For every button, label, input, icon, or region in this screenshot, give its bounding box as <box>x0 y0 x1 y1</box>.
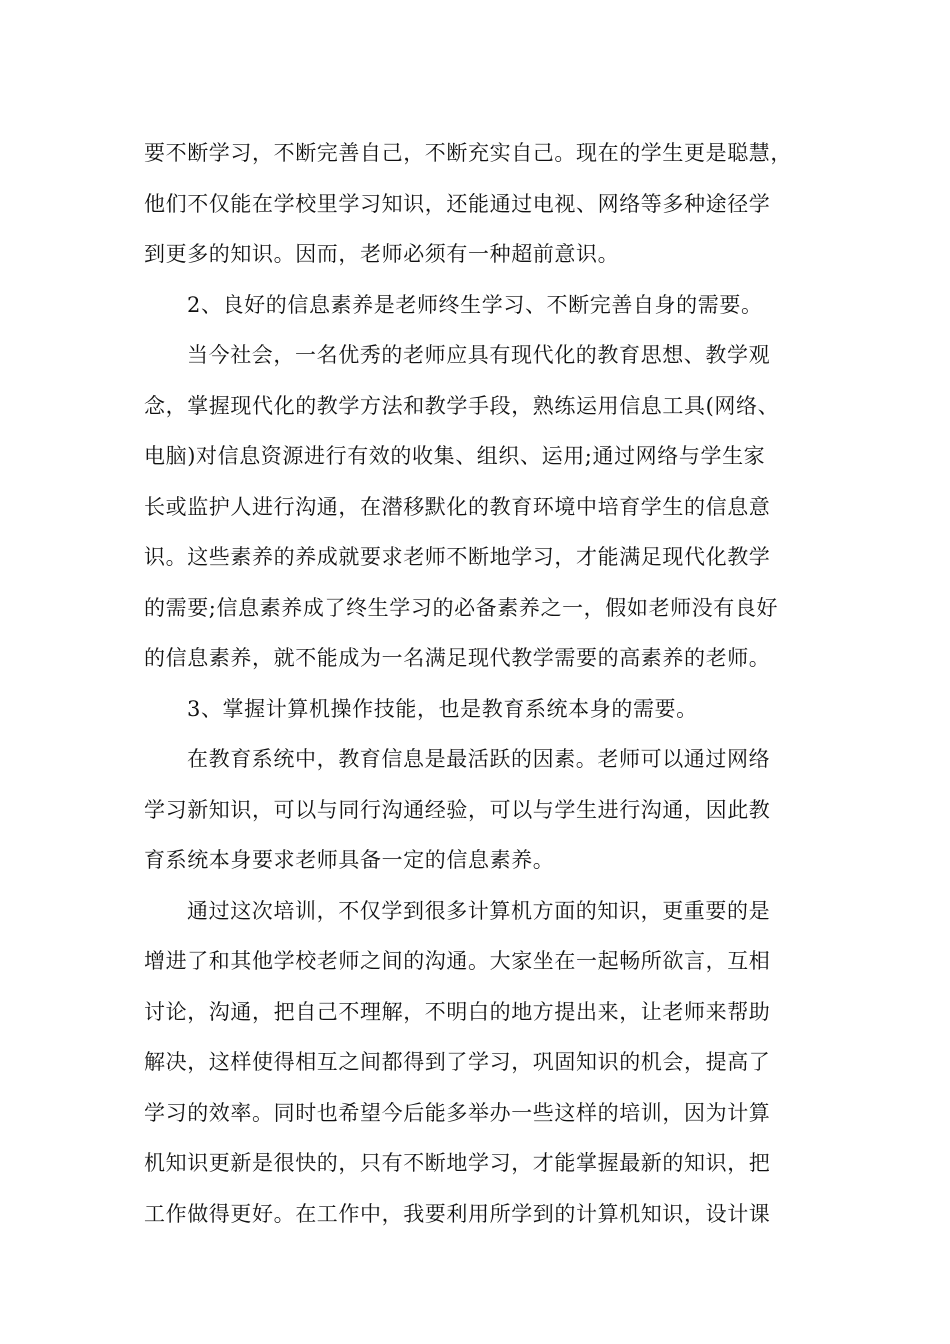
text-line-11: 的信息素养，就不能成为一名满足现代教学需要的高素养的老师。 <box>144 646 771 670</box>
text-line-17: 增进了和其他学校老师之间的沟通。大家坐在一起畅所欲言，互相 <box>144 949 771 973</box>
text-line-14: 学习新知识，可以与同行沟通经验，可以与学生进行沟通，因此教 <box>144 797 771 822</box>
section-heading-3: 3、掌握计算机操作技能，也是教育系统本身的需要。 <box>187 696 698 721</box>
text-line-6: 念，掌握现代化的教学方法和教学手段，熟练运用信息工具(网络、 <box>144 393 780 418</box>
text-line-21: 机知识更新是很快的，只有不断地学习，才能掌握最新的知识，把 <box>144 1151 771 1175</box>
text-line-8: 长或监护人进行沟通，在潜移默化的教育环境中培育学生的信息意 <box>144 494 771 519</box>
text-line-20: 学习的效率。同时也希望今后能多举办一些这样的培训，因为计算 <box>144 1100 771 1125</box>
text-line-2: 他们不仅能在学校里学习知识，还能通过电视、网络等多种途径学 <box>144 191 771 216</box>
text-line-7: 电脑)对信息资源进行有效的收集、组织、运用;通过网络与学生家 <box>144 444 766 468</box>
text-line-10: 的需要;信息素养成了终生学习的必备素养之一，假如老师没有良好 <box>144 595 779 620</box>
text-line-22: 工作做得更好。在工作中，我要利用所学到的计算机知识，设计课 <box>144 1201 771 1226</box>
text-line-15: 育系统本身要求老师具备一定的信息素养。 <box>144 848 555 872</box>
section-heading-2: 2、良好的信息素养是老师终生学习、不断完善自身的需要。 <box>187 292 763 317</box>
document-body <box>144 128 834 1239</box>
text-line-9: 识。这些素养的养成就要求老师不断地学习，才能满足现代化教学 <box>144 545 771 569</box>
text-line-18: 讨论，沟通，把自己不理解，不明白的地方提出来，让老师来帮助 <box>144 999 771 1024</box>
text-line-13: 在教育系统中，教育信息是最活跃的因素。老师可以通过网络 <box>187 747 771 771</box>
text-line-3: 到更多的知识。因而，老师必须有一种超前意识。 <box>144 242 620 266</box>
text-line-19: 解决，这样使得相互之间都得到了学习，巩固知识的机会，提高了 <box>144 1050 771 1074</box>
text-line-16: 通过这次培训，不仅学到很多计算机方面的知识，更重要的是 <box>187 898 771 923</box>
text-line-5: 当今社会，一名优秀的老师应具有现代化的教育思想、教学观 <box>187 343 771 367</box>
text-line-1: 要不断学习，不断完善自己，不断充实自己。现在的学生更是聪慧， <box>144 141 792 165</box>
